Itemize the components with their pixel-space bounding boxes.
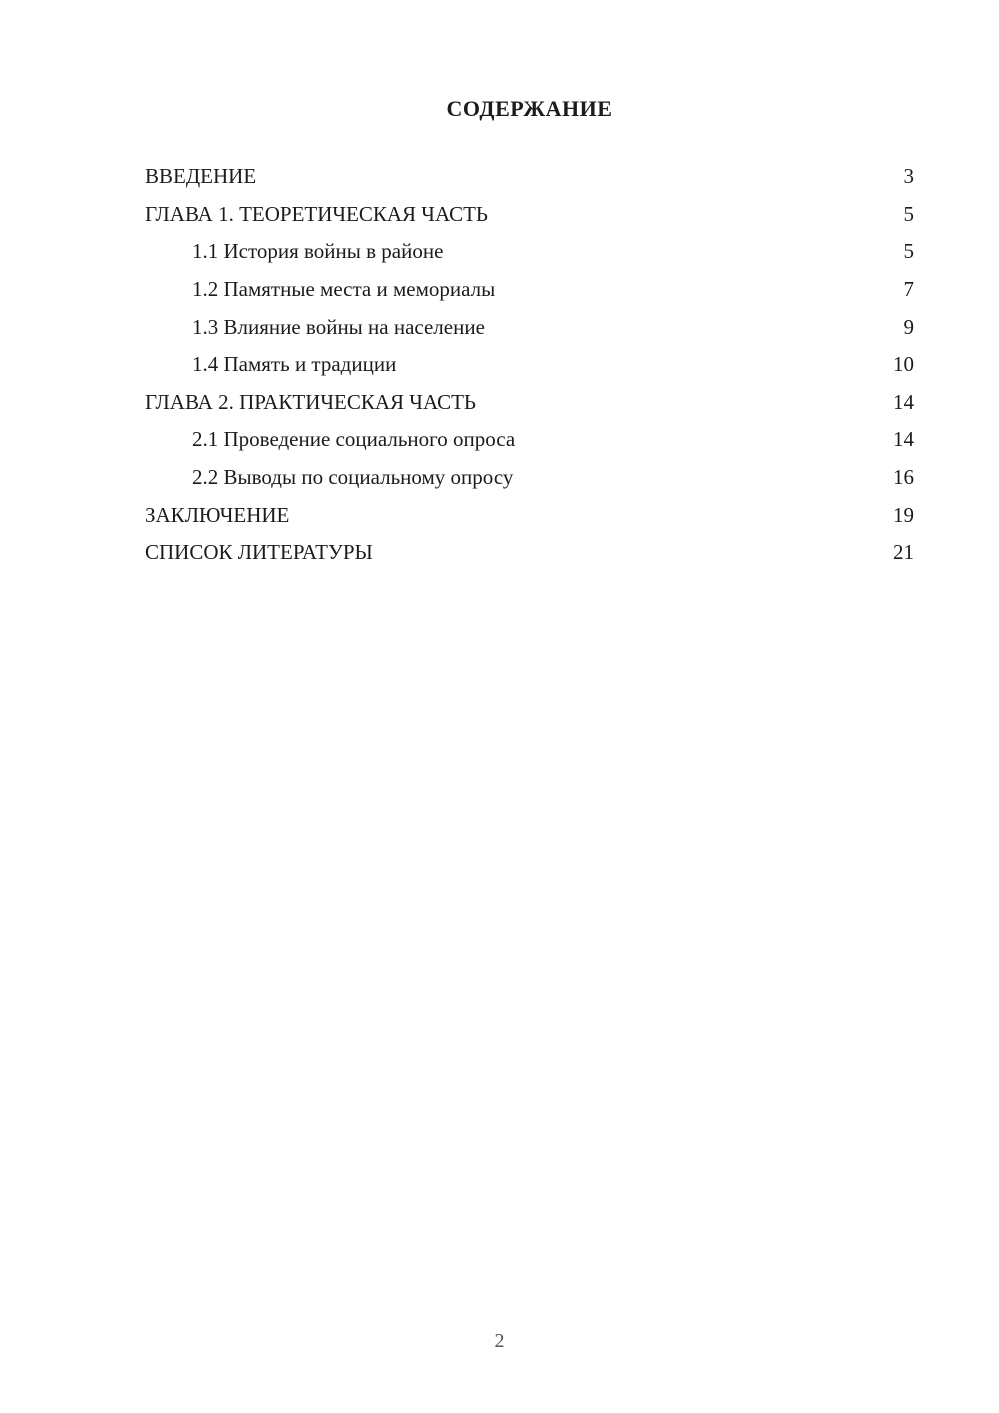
toc-entry-page: 14 — [893, 427, 914, 452]
toc-entry-label: 1.1 История войны в районе — [192, 239, 444, 264]
toc-entry-page: 16 — [893, 465, 914, 490]
toc-entry-page: 5 — [903, 201, 914, 226]
toc-entry-label: ГЛАВА 2. ПРАКТИЧЕСКАЯ ЧАСТЬ — [145, 389, 476, 414]
toc-entry-page: 19 — [893, 502, 914, 527]
toc-entry-page: 14 — [893, 389, 914, 414]
toc-entry-label: 1.3 Влияние войны на население — [192, 314, 485, 339]
toc-entry — [145, 158, 914, 196]
toc-entry — [145, 496, 914, 534]
toc-entry-page: 10 — [893, 352, 914, 377]
toc-entry — [145, 534, 914, 572]
toc-entry-label: СПИСОК ЛИТЕРАТУРЫ — [145, 540, 373, 565]
toc-entry-page: 5 — [903, 239, 914, 264]
toc-entry-page: 7 — [903, 277, 914, 302]
toc-entry-label: 1.4 Память и традиции — [192, 352, 397, 377]
toc-entry-page: 9 — [903, 314, 914, 339]
toc-entry-label: ЗАКЛЮЧЕНИЕ — [145, 502, 290, 527]
toc-entry — [145, 196, 914, 234]
toc-entry — [145, 346, 914, 384]
toc-entry-label: 2.2 Выводы по социальному опросу — [192, 465, 514, 490]
toc-entry-label: ВВЕДЕНИЕ — [145, 164, 257, 189]
toc-entry — [145, 384, 914, 422]
toc-entry-label: ГЛАВА 1. ТЕОРЕТИЧЕСКАЯ ЧАСТЬ — [145, 201, 488, 226]
toc-entry — [145, 459, 914, 497]
toc-entry-label: 1.2 Памятные места и мемориалы — [192, 277, 496, 302]
table-of-contents — [145, 158, 914, 572]
toc-entry — [145, 271, 914, 309]
page-title: СОДЕРЖАНИЕ — [446, 96, 613, 121]
toc-entry-page: 3 — [903, 164, 914, 189]
toc-entry — [145, 308, 914, 346]
footer-page-number: 2 — [494, 1330, 505, 1352]
toc-entry — [145, 233, 914, 271]
toc-entry-page: 21 — [893, 540, 914, 565]
toc-entry-label: 2.1 Проведение социального опроса — [192, 427, 516, 452]
toc-entry — [145, 421, 914, 459]
